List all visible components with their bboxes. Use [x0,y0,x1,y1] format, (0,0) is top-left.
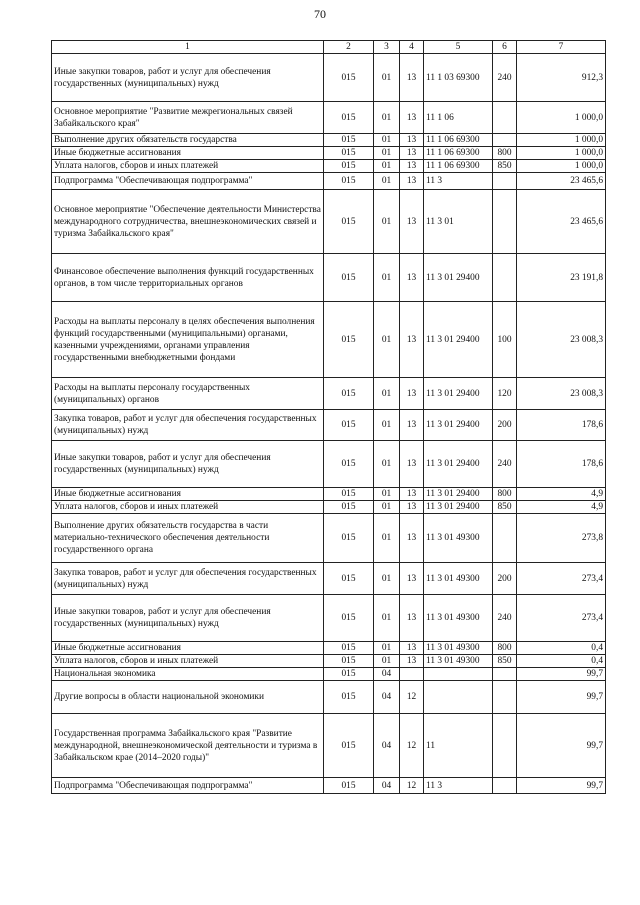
page-number: 70 [314,7,326,21]
row-amount-cell: 178,6 [517,441,606,488]
row-amount-cell: 1 000,0 [517,102,606,134]
row-grbs-cell: 015 [324,302,374,378]
row-grbs-cell: 015 [324,563,374,595]
row-pr-cell: 13 [400,655,424,668]
row-pr-cell: 13 [400,488,424,501]
row-vr-cell: 200 [493,563,517,595]
row-csr-cell: 11 1 06 69300 [424,160,493,173]
row-grbs-cell: 015 [324,441,374,488]
row-name-cell: Другие вопросы в области национальной экономики [52,681,324,714]
row-rz-cell: 04 [374,668,400,681]
row-name-cell: Уплата налогов, сборов и иных платежей [52,655,324,668]
row-grbs-cell: 015 [324,102,374,134]
row-name-cell: Закупка товаров, работ и услуг для обеспечения государственных (муниципальных) нужд [52,563,324,595]
row-pr-cell: 13 [400,642,424,655]
row-vr-cell: 240 [493,54,517,102]
row-name-cell: Иные бюджетные ассигнования [52,147,324,160]
row-pr-cell: 13 [400,54,424,102]
row-rz-cell: 01 [374,378,400,410]
row-rz-cell: 01 [374,190,400,254]
row-vr-cell: 800 [493,147,517,160]
table-row [52,302,606,378]
row-csr-cell: 11 1 06 69300 [424,147,493,160]
row-vr-cell [493,173,517,190]
table-row [52,595,606,642]
row-csr-cell [424,668,493,681]
row-vr-cell [493,190,517,254]
table-row [52,102,606,134]
column-header-pr: 4 [400,41,424,54]
budget-table [51,40,606,794]
row-name-cell: Выполнение других обязательств государства [52,134,324,147]
table-row [52,54,606,102]
table-row [52,254,606,302]
row-vr-cell: 850 [493,655,517,668]
row-vr-cell: 850 [493,160,517,173]
row-pr-cell: 12 [400,681,424,714]
row-name-cell: Финансовое обеспечение выполнения функций государственных органов, в том числе территориальных органов [52,254,324,302]
row-name-cell: Подпрограмма "Обеспечивающая подпрограмма" [52,173,324,190]
row-csr-cell: 11 3 [424,778,493,794]
row-amount-cell: 912,3 [517,54,606,102]
row-pr-cell: 13 [400,563,424,595]
row-csr-cell: 11 3 01 29400 [424,254,493,302]
row-grbs-cell: 015 [324,488,374,501]
row-rz-cell: 01 [374,160,400,173]
table-body [52,54,606,794]
column-header-csr: 5 [424,41,493,54]
row-vr-cell: 800 [493,488,517,501]
row-csr-cell: 11 3 01 49300 [424,595,493,642]
row-pr-cell: 13 [400,147,424,160]
row-vr-cell: 100 [493,302,517,378]
row-rz-cell: 01 [374,514,400,563]
row-grbs-cell: 015 [324,410,374,441]
row-csr-cell: 11 3 01 29400 [424,488,493,501]
row-rz-cell: 01 [374,595,400,642]
row-grbs-cell: 015 [324,378,374,410]
row-vr-cell [493,778,517,794]
table-row [52,147,606,160]
row-name-cell: Иные закупки товаров, работ и услуг для обеспечения государственных (муниципальных) нужд [52,54,324,102]
row-rz-cell: 01 [374,563,400,595]
row-csr-cell: 11 3 01 29400 [424,441,493,488]
row-amount-cell: 99,7 [517,668,606,681]
row-pr-cell: 13 [400,254,424,302]
column-header-grbs: 2 [324,41,374,54]
row-amount-cell: 273,8 [517,514,606,563]
row-grbs-cell: 015 [324,681,374,714]
row-csr-cell: 11 3 01 29400 [424,302,493,378]
row-name-cell: Расходы на выплаты персоналу в целях обеспечения выполнения функций государственными (муниципальными) органами, казенными учреждениями, органами управления государственными внебюджетными фондами [52,302,324,378]
row-pr-cell: 13 [400,595,424,642]
row-grbs-cell: 015 [324,173,374,190]
row-amount-cell: 23 465,6 [517,190,606,254]
row-vr-cell: 200 [493,410,517,441]
row-pr-cell: 13 [400,173,424,190]
row-vr-cell: 240 [493,441,517,488]
row-name-cell: Уплата налогов, сборов и иных платежей [52,160,324,173]
row-vr-cell [493,681,517,714]
row-vr-cell: 850 [493,501,517,514]
row-vr-cell: 240 [493,595,517,642]
row-csr-cell [424,681,493,714]
row-vr-cell [493,254,517,302]
row-amount-cell: 99,7 [517,714,606,778]
row-rz-cell: 01 [374,655,400,668]
row-amount-cell: 23 465,6 [517,173,606,190]
row-name-cell: Национальная экономика [52,668,324,681]
row-rz-cell: 01 [374,102,400,134]
row-pr-cell: 13 [400,160,424,173]
column-header-amount: 7 [517,41,606,54]
row-rz-cell: 01 [374,54,400,102]
table-row [52,410,606,441]
row-name-cell: Закупка товаров, работ и услуг для обеспечения государственных (муниципальных) нужд [52,410,324,441]
row-vr-cell: 120 [493,378,517,410]
row-csr-cell: 11 1 06 [424,102,493,134]
row-pr-cell: 13 [400,378,424,410]
row-amount-cell: 1 000,0 [517,134,606,147]
row-csr-cell: 11 3 01 [424,190,493,254]
row-name-cell: Выполнение других обязательств государства в части материально-технического обеспечения деятельности государственного органа [52,514,324,563]
table-row [52,668,606,681]
row-csr-cell: 11 3 [424,173,493,190]
column-header-vr: 6 [493,41,517,54]
row-grbs-cell: 015 [324,668,374,681]
row-grbs-cell: 015 [324,778,374,794]
row-csr-cell: 11 3 01 49300 [424,642,493,655]
row-amount-cell: 99,7 [517,778,606,794]
row-pr-cell: 13 [400,410,424,441]
table-row [52,563,606,595]
row-rz-cell: 01 [374,302,400,378]
row-pr-cell: 13 [400,441,424,488]
row-rz-cell: 01 [374,441,400,488]
row-grbs-cell: 015 [324,190,374,254]
row-name-cell: Иные закупки товаров, работ и услуг для обеспечения государственных (муниципальных) нужд [52,595,324,642]
row-amount-cell: 23 008,3 [517,378,606,410]
table-row [52,160,606,173]
row-amount-cell: 99,7 [517,681,606,714]
table-row [52,501,606,514]
row-csr-cell: 11 1 06 69300 [424,134,493,147]
row-pr-cell: 13 [400,501,424,514]
row-name-cell: Основное мероприятие "Обеспечение деятельности Министерства международного сотрудничества, внешнеэкономических связей и туризма Забайкальского края" [52,190,324,254]
row-name-cell: Иные бюджетные ассигнования [52,488,324,501]
row-name-cell: Расходы на выплаты персоналу государственных (муниципальных) органов [52,378,324,410]
row-name-cell: Основное мероприятие "Развитие межрегиональных связей Забайкальского края" [52,102,324,134]
row-grbs-cell: 015 [324,655,374,668]
row-csr-cell: 11 1 03 69300 [424,54,493,102]
column-header-rz: 3 [374,41,400,54]
row-rz-cell: 04 [374,681,400,714]
table-row [52,778,606,794]
row-vr-cell: 800 [493,642,517,655]
row-name-cell: Иные закупки товаров, работ и услуг для обеспечения государственных (муниципальных) нужд [52,441,324,488]
row-grbs-cell: 015 [324,134,374,147]
row-rz-cell: 04 [374,714,400,778]
row-pr-cell: 12 [400,778,424,794]
row-name-cell: Иные бюджетные ассигнования [52,642,324,655]
table-row [52,642,606,655]
row-grbs-cell: 015 [324,514,374,563]
row-rz-cell: 01 [374,254,400,302]
row-vr-cell [493,668,517,681]
row-rz-cell: 04 [374,778,400,794]
table-row [52,655,606,668]
row-pr-cell: 13 [400,514,424,563]
row-csr-cell: 11 3 01 49300 [424,514,493,563]
table-row [52,134,606,147]
row-amount-cell: 4,9 [517,501,606,514]
table-row [52,441,606,488]
row-amount-cell: 4,9 [517,488,606,501]
row-pr-cell: 13 [400,190,424,254]
row-amount-cell: 273,4 [517,563,606,595]
row-amount-cell: 0,4 [517,642,606,655]
row-amount-cell: 273,4 [517,595,606,642]
row-grbs-cell: 015 [324,160,374,173]
row-pr-cell: 12 [400,714,424,778]
row-grbs-cell: 015 [324,254,374,302]
row-grbs-cell: 015 [324,714,374,778]
row-grbs-cell: 015 [324,54,374,102]
table-row [52,190,606,254]
row-rz-cell: 01 [374,501,400,514]
row-grbs-cell: 015 [324,642,374,655]
row-vr-cell [493,102,517,134]
row-vr-cell [493,514,517,563]
table-row [52,378,606,410]
table-header-row [52,41,606,54]
row-pr-cell: 13 [400,302,424,378]
row-vr-cell [493,714,517,778]
table-row [52,681,606,714]
row-rz-cell: 01 [374,147,400,160]
table-row [52,488,606,501]
row-csr-cell: 11 3 01 29400 [424,410,493,441]
row-rz-cell: 01 [374,173,400,190]
row-pr-cell [400,668,424,681]
row-amount-cell: 23 008,3 [517,302,606,378]
row-pr-cell: 13 [400,134,424,147]
row-amount-cell: 0,4 [517,655,606,668]
row-grbs-cell: 015 [324,147,374,160]
row-csr-cell: 11 3 01 29400 [424,378,493,410]
column-header-name: 1 [52,41,324,54]
row-amount-cell: 23 191,8 [517,254,606,302]
row-rz-cell: 01 [374,642,400,655]
row-csr-cell: 11 3 01 49300 [424,655,493,668]
table-row [52,714,606,778]
row-rz-cell: 01 [374,134,400,147]
row-csr-cell: 11 [424,714,493,778]
row-name-cell: Уплата налогов, сборов и иных платежей [52,501,324,514]
row-name-cell: Подпрограмма "Обеспечивающая подпрограмма" [52,778,324,794]
row-csr-cell: 11 3 01 49300 [424,563,493,595]
table-row [52,173,606,190]
row-csr-cell: 11 3 01 29400 [424,501,493,514]
row-amount-cell: 178,6 [517,410,606,441]
row-name-cell: Государственная программа Забайкальского края "Развитие международной, внешнеэкономической деятельности и туризма в Забайкальском крае (2014–2020 годы)" [52,714,324,778]
row-vr-cell [493,134,517,147]
row-amount-cell: 1 000,0 [517,147,606,160]
row-grbs-cell: 015 [324,501,374,514]
row-amount-cell: 1 000,0 [517,160,606,173]
row-rz-cell: 01 [374,488,400,501]
row-rz-cell: 01 [374,410,400,441]
row-grbs-cell: 015 [324,595,374,642]
row-pr-cell: 13 [400,102,424,134]
table-row [52,514,606,563]
